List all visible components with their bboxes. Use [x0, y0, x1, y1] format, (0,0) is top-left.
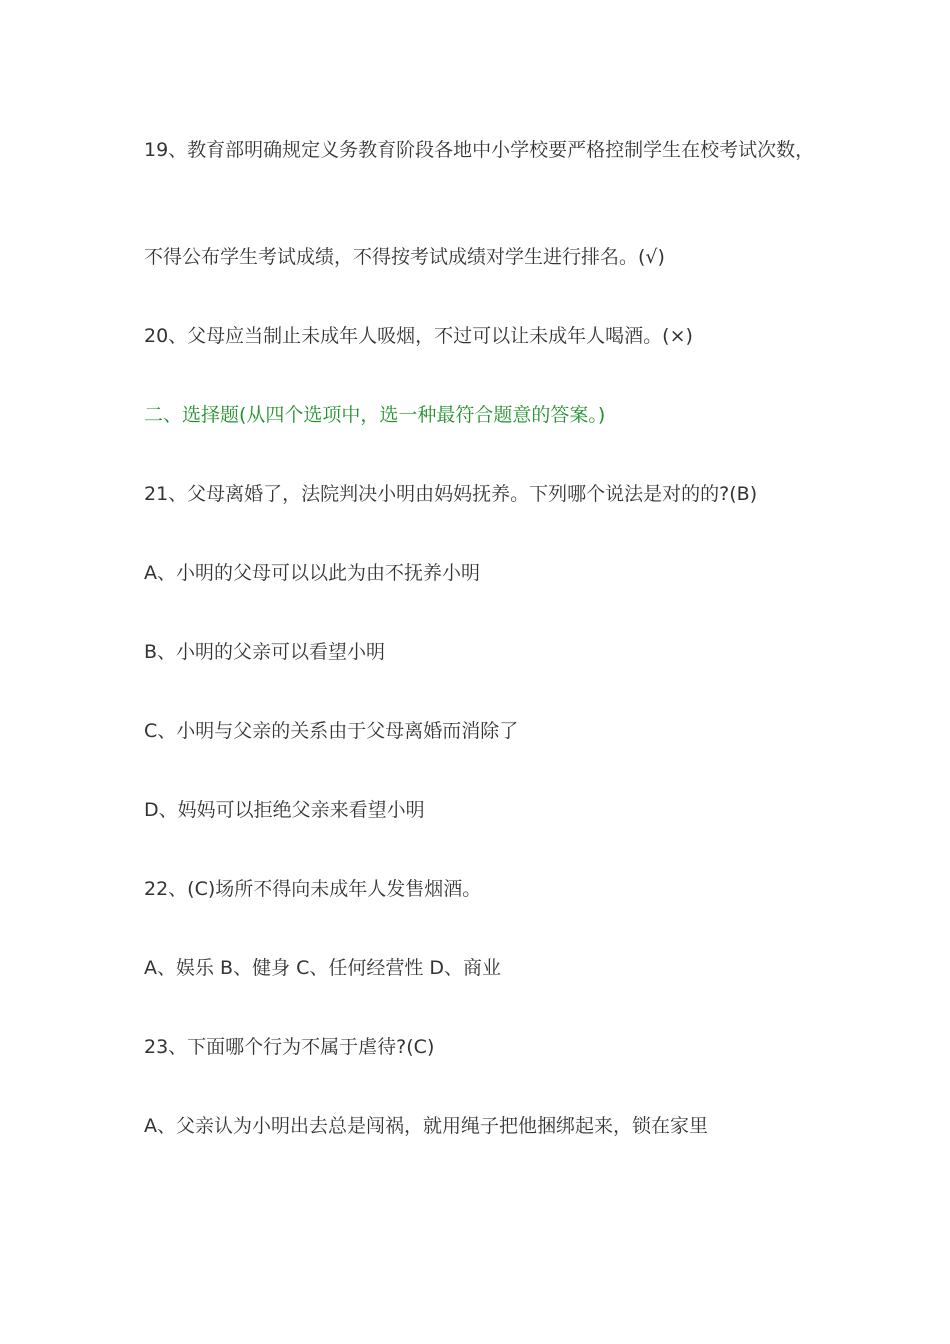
- question-21-option-c: C、小明与父亲的关系由于父母离婚而消除了: [144, 720, 519, 742]
- question-21-option-d: D、妈妈可以拒绝父亲来看望小明: [144, 799, 425, 821]
- question-19-line-2: 不得公布学生考试成绩，不得按考试成绩对学生进行排名。(√): [144, 246, 665, 268]
- question-23: 23、下面哪个行为不属于虐待?(C): [144, 1036, 435, 1058]
- question-20: 20、父母应当制止未成年人吸烟，不过可以让未成年人喝酒。(×): [144, 325, 693, 347]
- question-19-line-1: 19、教育部明确规定义务教育阶段各地中小学校要严格控制学生在校考试次数，: [144, 139, 815, 161]
- question-21: 21、父母离婚了，法院判决小明由妈妈抚养。下列哪个说法是对的的?(B): [144, 483, 758, 505]
- question-22: 22、(C)场所不得向未成年人发售烟酒。: [144, 878, 482, 900]
- question-21-option-b: B、小明的父亲可以看望小明: [144, 641, 386, 663]
- question-21-option-a: A、小明的父母可以以此为由不抚养小明: [144, 562, 480, 584]
- question-23-option-a: A、父亲认为小明出去总是闯祸，就用绳子把他捆绑起来，锁在家里: [144, 1115, 708, 1137]
- section-heading-choice: 二、选择题(从四个选项中，选一种最符合题意的答案。): [144, 404, 606, 426]
- question-22-options: A、娱乐 B、健身 C、任何经营性 D、商业: [144, 957, 502, 979]
